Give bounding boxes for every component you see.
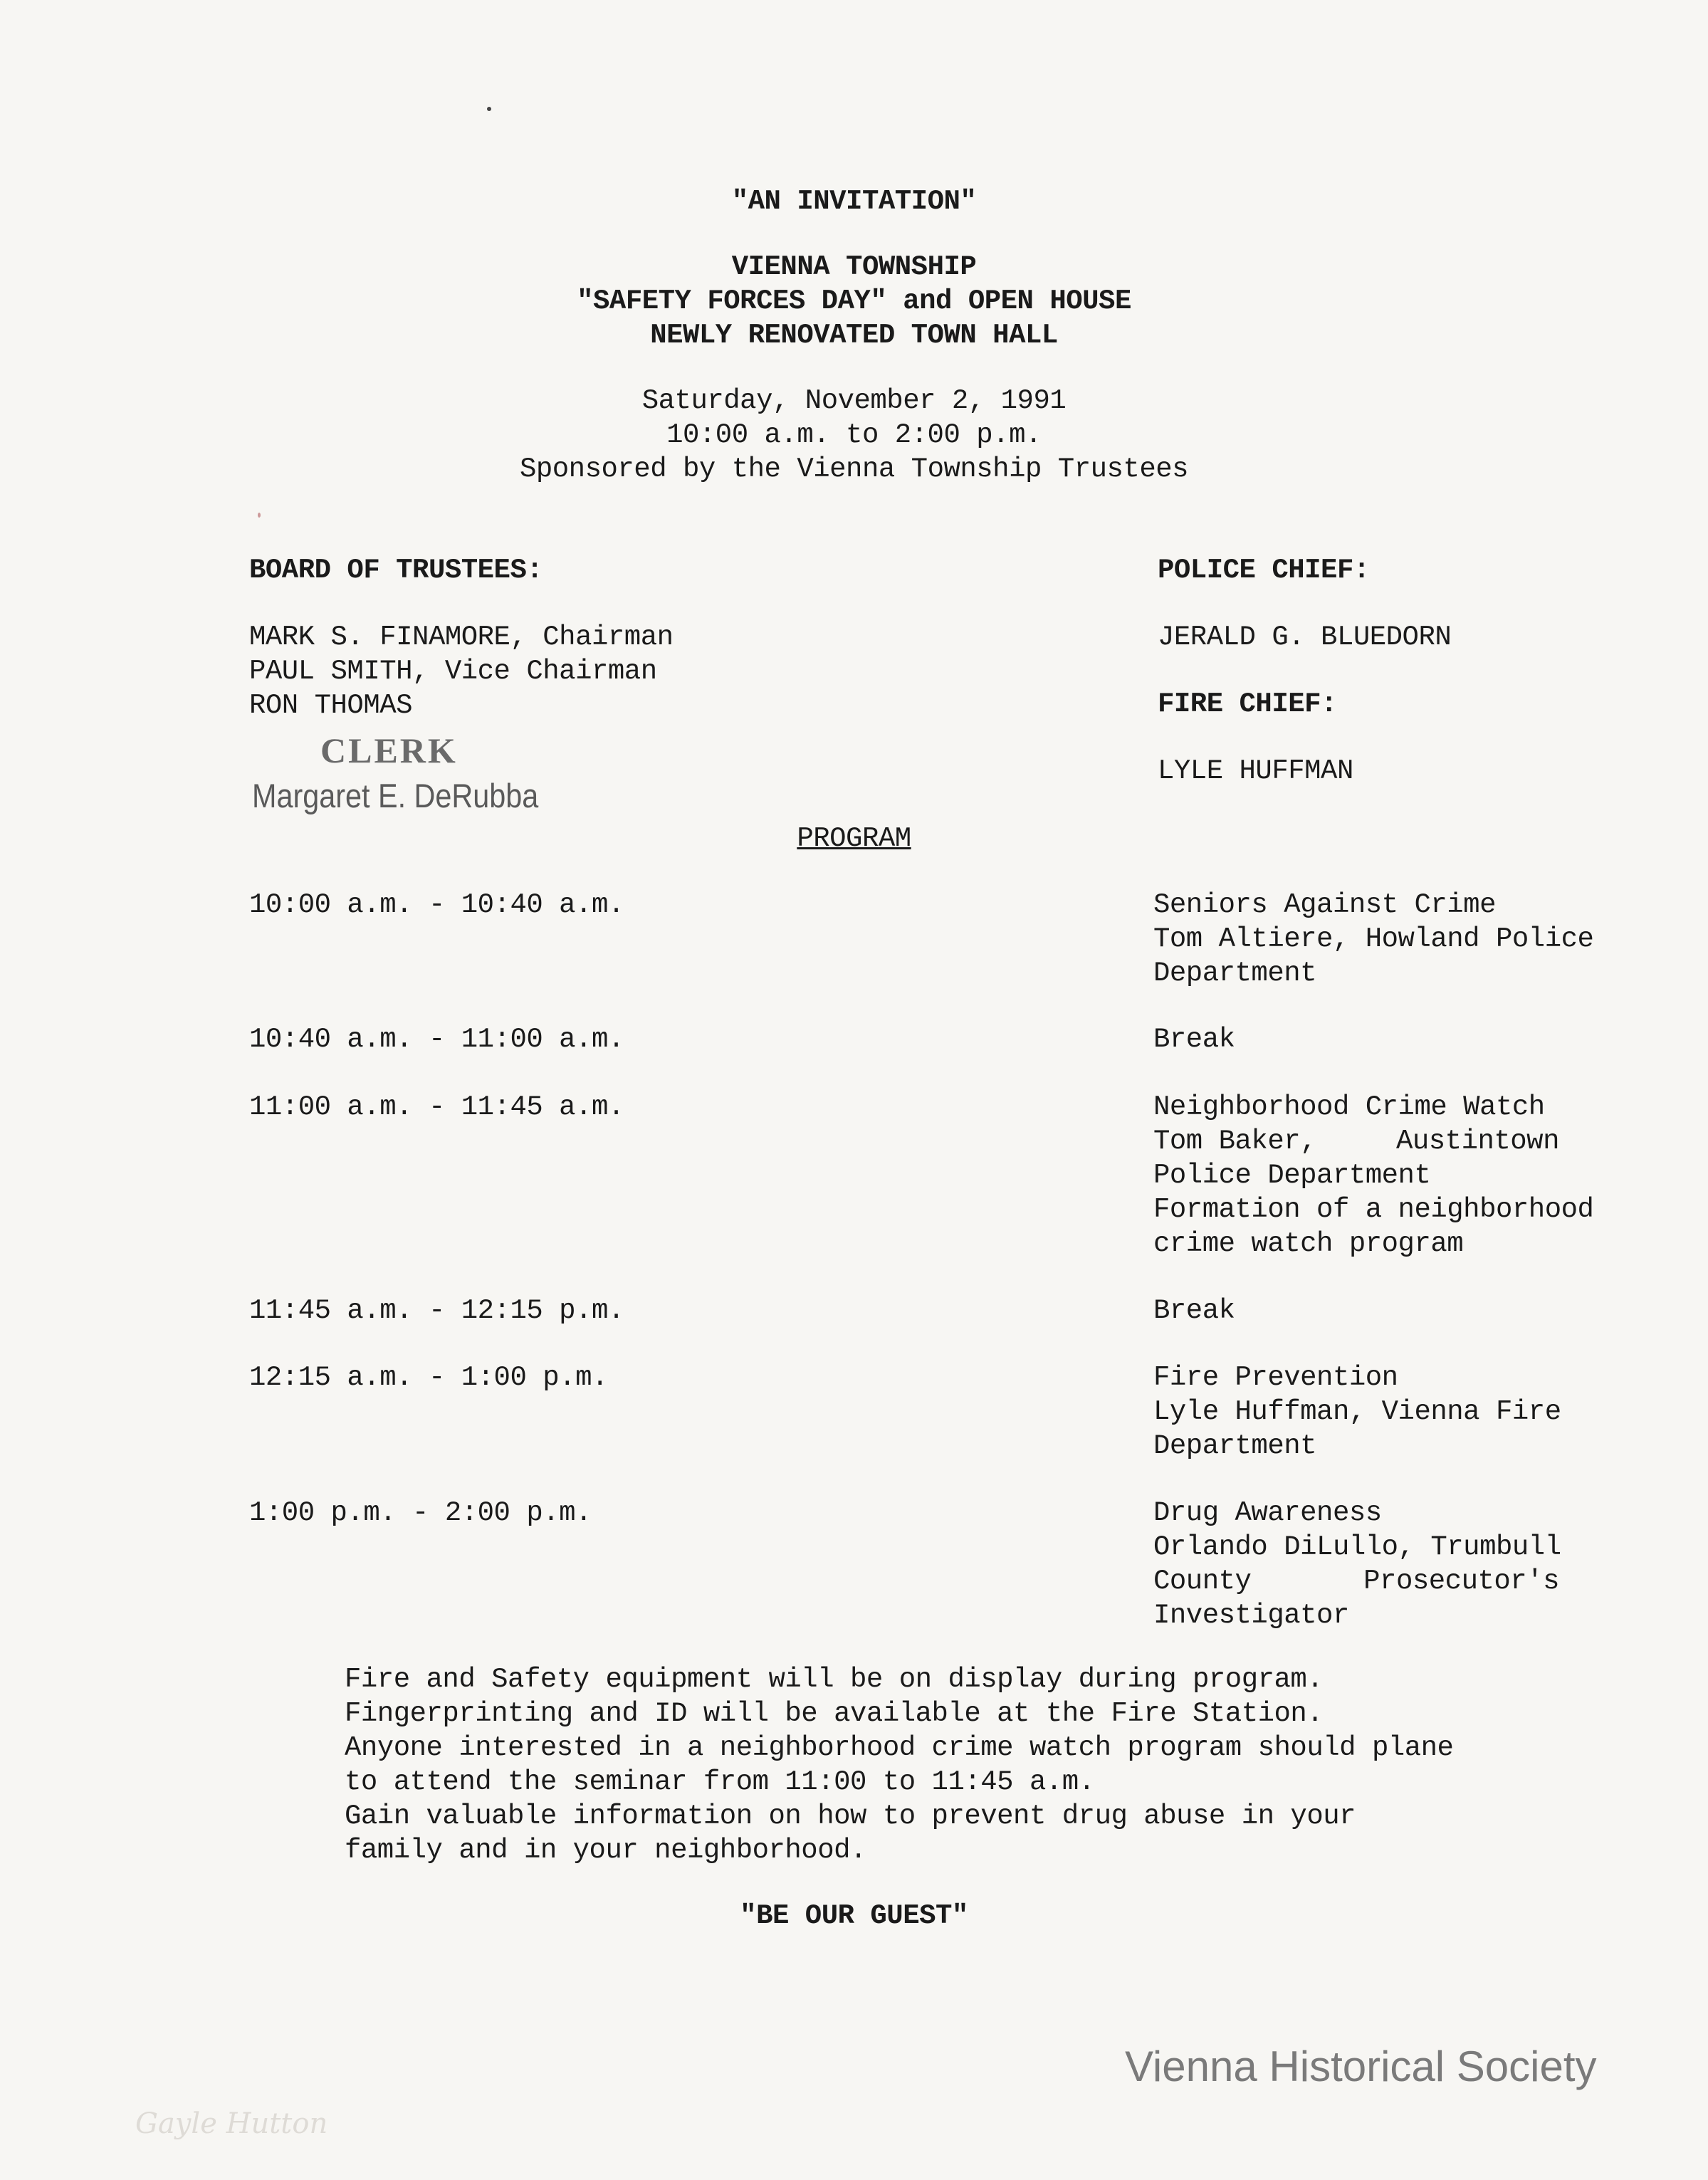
program-title: Break [1153, 1024, 1235, 1055]
fire-chief-heading: FIRE CHIEF: [1158, 688, 1337, 720]
program-detail: Department [1153, 1430, 1317, 1462]
program-detail: Police Department [1153, 1160, 1431, 1191]
program-detail: Investigator [1153, 1600, 1349, 1631]
clerk-stamp-title: CLERK [320, 730, 458, 770]
program-time: 10:00 a.m. - 10:40 a.m. [249, 889, 624, 921]
program-detail-part: Tom Baker, [1153, 1126, 1317, 1157]
program-detail: Orlando DiLullo, Trumbull [1153, 1531, 1561, 1563]
program-heading: PROGRAM [797, 823, 911, 854]
notes-line: Gain valuable information on how to prevent drug abuse in your [345, 1801, 1356, 1832]
notes-line: to attend the seminar from 11:00 to 11:45 a.m. [345, 1766, 1095, 1798]
notes-paragraph [345, 1662, 1469, 1867]
board-member: MARK S. FINAMORE, Chairman [249, 622, 674, 653]
event-date: Saturday, November 2, 1991 [641, 385, 1067, 416]
header-event: "SAFETY FORCES DAY" and OPEN HOUSE [577, 285, 1131, 317]
program-time: 12:15 a.m. - 1:00 p.m. [249, 1362, 608, 1393]
notes-line: Fingerprinting and ID will be available at the Fire Station. [345, 1698, 1324, 1729]
program-detail [1153, 1565, 1559, 1598]
board-member: RON THOMAS [249, 690, 413, 721]
invitation-title: "AN INVITATION" [731, 186, 977, 217]
notes-line: Anyone interested in a neighborhood crime watch program should plane [345, 1732, 1454, 1764]
police-chief-name: JERALD G. BLUEDORN [1158, 622, 1452, 653]
fire-chief-name: LYLE HUFFMAN [1158, 755, 1353, 787]
paper-speck [487, 107, 491, 111]
paper-speck [258, 513, 261, 518]
program-title: Seniors Against Crime [1153, 889, 1496, 921]
program-time: 11:00 a.m. - 11:45 a.m. [249, 1091, 624, 1123]
event-time: 10:00 a.m. to 2:00 p.m. [666, 419, 1042, 451]
watermark-text: Vienna Historical Society [1125, 2043, 1597, 2090]
program-detail-part: County [1153, 1566, 1252, 1597]
board-member: PAUL SMITH, Vice Chairman [249, 656, 657, 687]
header-township: VIENNA TOWNSHIP [731, 251, 977, 283]
program-title: Fire Prevention [1153, 1362, 1398, 1393]
notes-line: Fire and Safety equipment will be on display during program. [345, 1664, 1324, 1695]
header-venue: NEWLY RENOVATED TOWN HALL [650, 320, 1058, 351]
program-detail-part: Prosecutor's [1363, 1566, 1559, 1597]
police-chief-heading: POLICE CHIEF: [1158, 555, 1370, 586]
clerk-stamp-name: Margaret E. DeRubba [252, 777, 539, 814]
program-time: 11:45 a.m. - 12:15 p.m. [249, 1295, 624, 1326]
program-detail: Tom Altiere, Howland Police [1153, 923, 1594, 955]
program-time: 10:40 a.m. - 11:00 a.m. [249, 1024, 624, 1055]
program-title: Neighborhood Crime Watch [1153, 1091, 1545, 1123]
program-detail: Department [1153, 958, 1317, 989]
program-detail: Lyle Huffman, Vienna Fire [1153, 1396, 1561, 1427]
program-title: Drug Awareness [1153, 1497, 1382, 1529]
program-detail: crime watch program [1153, 1228, 1464, 1259]
program-title: Break [1153, 1295, 1235, 1326]
program-detail-part: Austintown [1395, 1126, 1559, 1157]
board-heading: BOARD OF TRUSTEES: [249, 555, 543, 586]
event-sponsor: Sponsored by the Vienna Township Trustees [519, 454, 1189, 485]
notes-line: family and in your neighborhood. [345, 1835, 866, 1866]
program-time: 1:00 p.m. - 2:00 p.m. [249, 1497, 592, 1529]
program-detail: Formation of a neighborhood [1153, 1194, 1594, 1225]
program-detail [1153, 1125, 1559, 1158]
faint-signature: Gayle Hutton [135, 2107, 328, 2140]
closing-line: "BE OUR GUEST" [740, 1900, 968, 1932]
